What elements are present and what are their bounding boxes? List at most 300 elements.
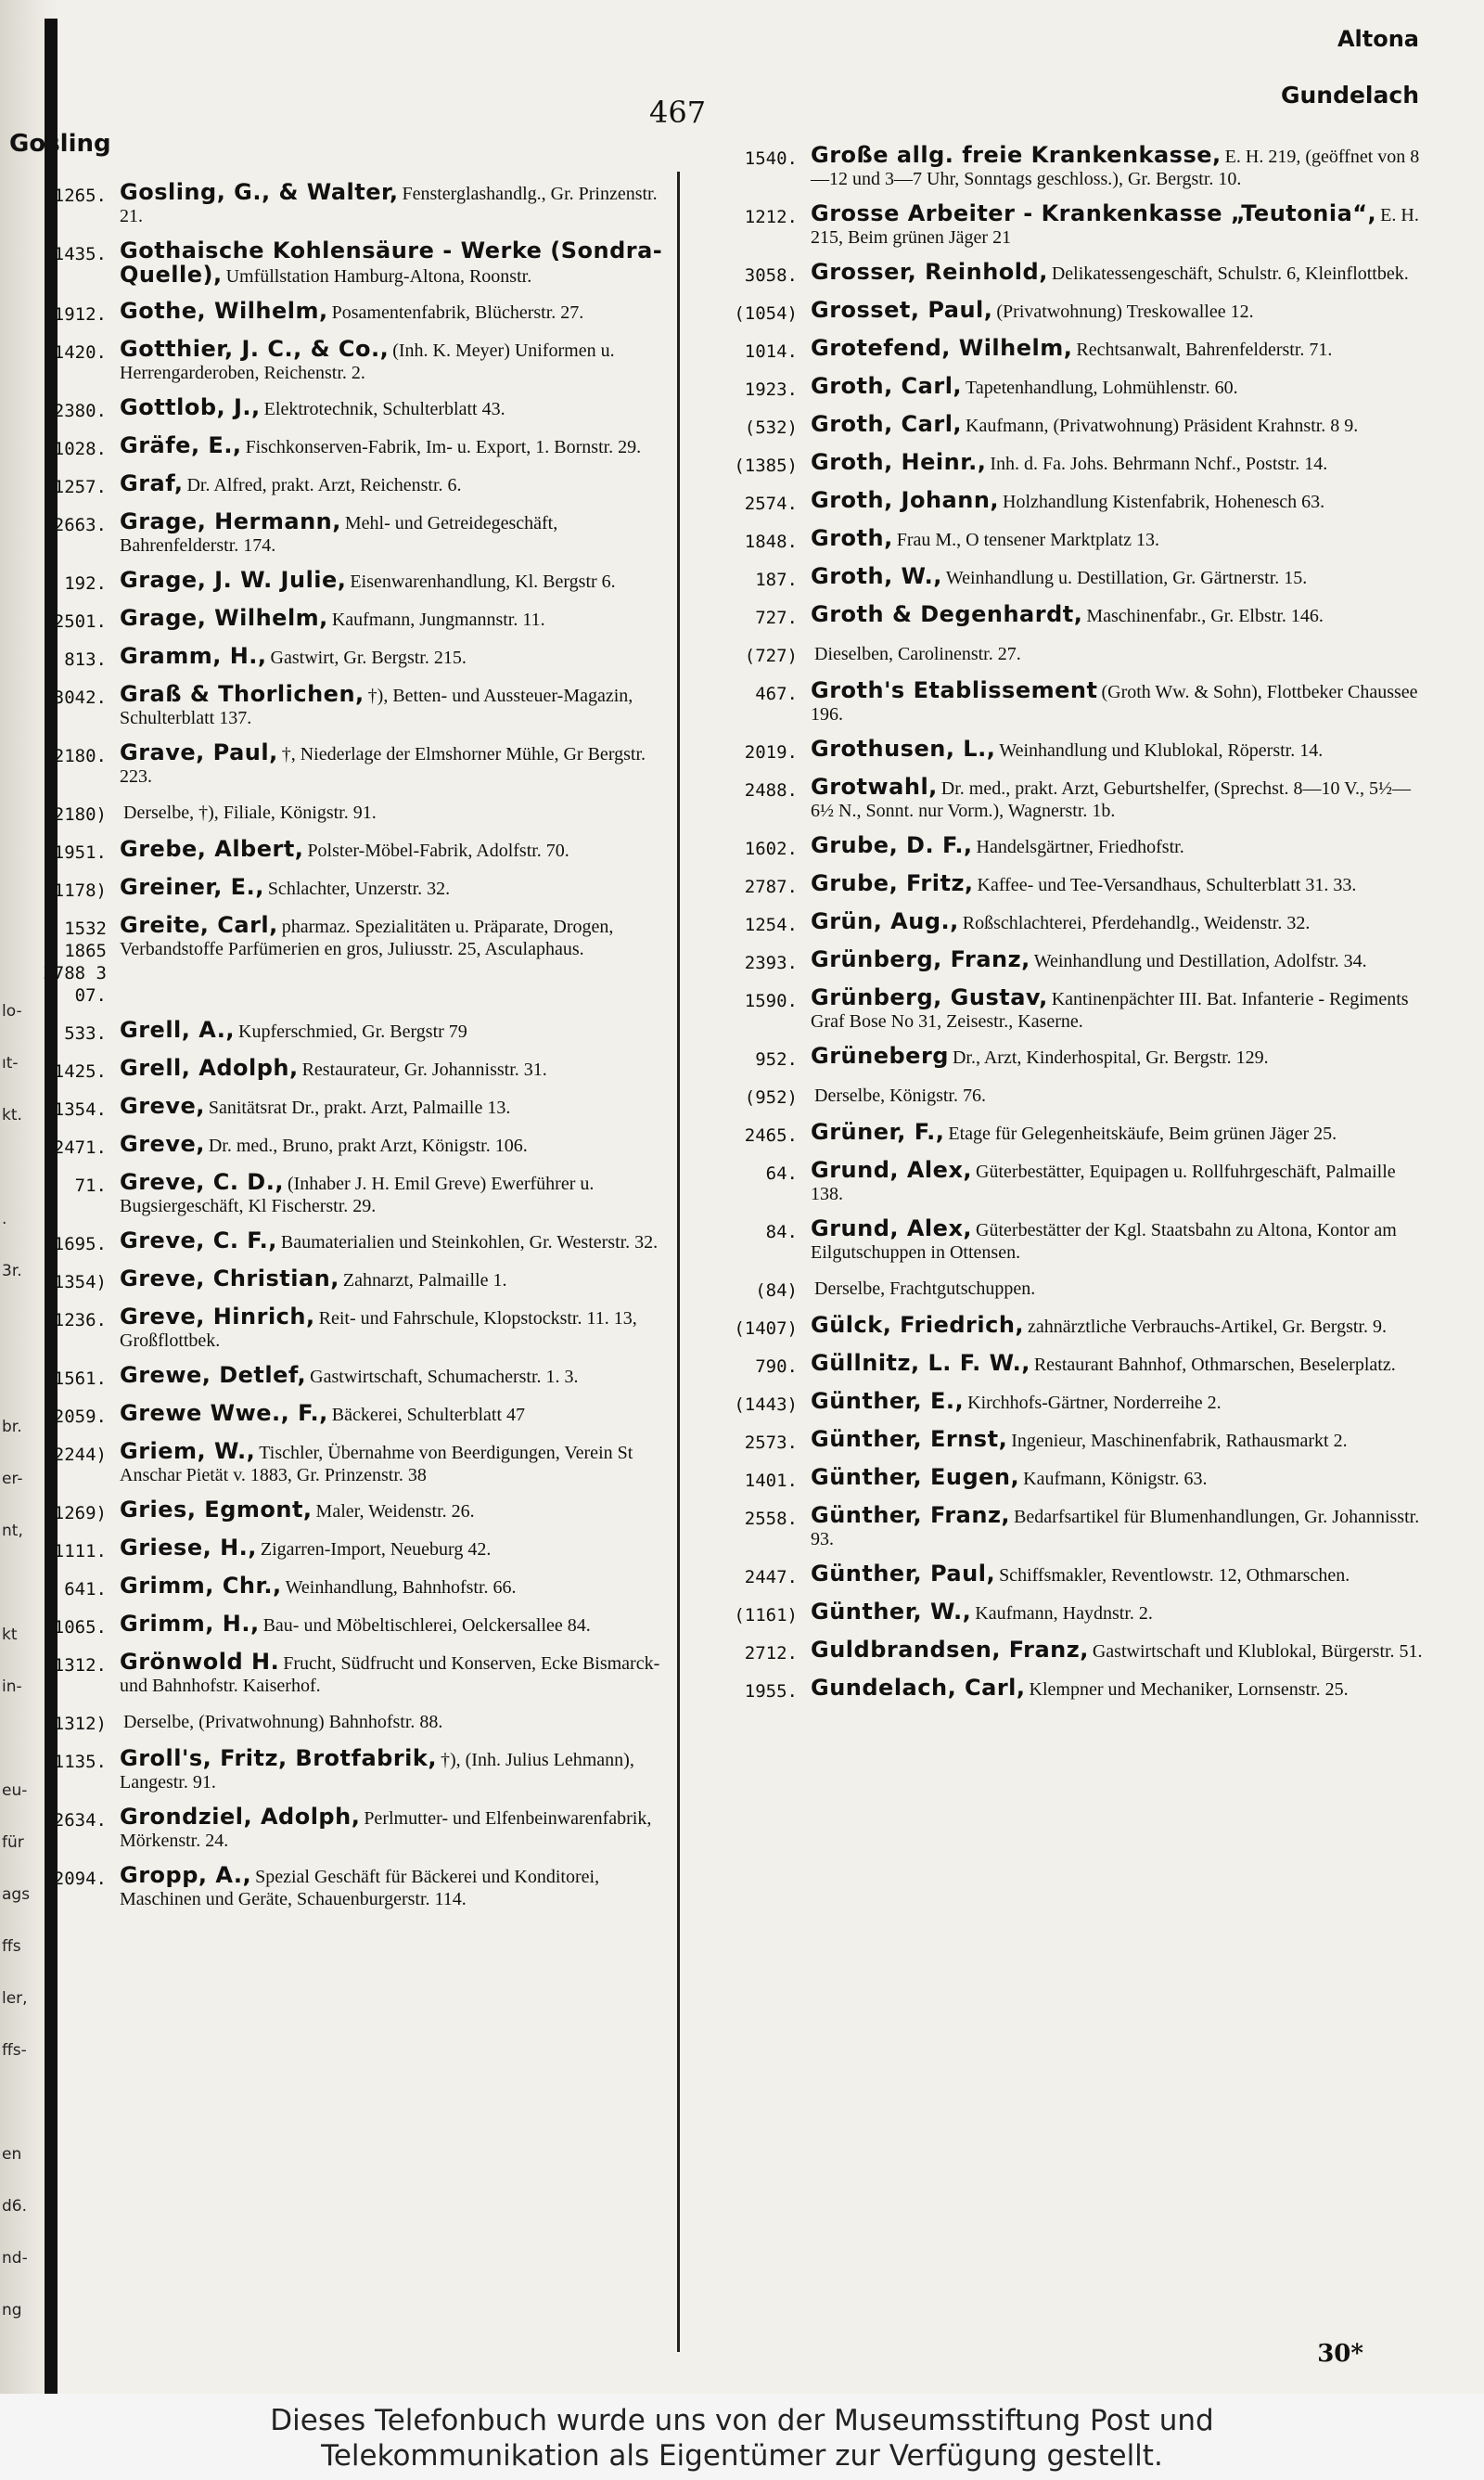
listing-description: Handelsgärtner, Friedhofstr.	[976, 837, 1184, 857]
listing-text	[120, 1364, 663, 1388]
listing-description: Bedarfsartikel für Blumenhandlungen, Gr. Johannisstr. 93.	[811, 1507, 1420, 1549]
listing-text	[120, 1613, 663, 1637]
listing-entry	[696, 679, 1428, 726]
listing-name: Gotthier, J. C., & Co.,	[120, 336, 390, 362]
listing-description: Rechtsanwalt, Bahrenfelderstr. 71.	[1076, 340, 1333, 360]
listing-entry	[696, 375, 1428, 401]
footer-line-2: Telekommunikation als Eigentümer zur Verfügung gestellt.	[321, 2439, 1163, 2473]
listing-name: Gottlob, J.,	[120, 394, 261, 420]
listing-description: Bau- und Möbeltischlerei, Oelckersallee 84.	[262, 1615, 591, 1636]
listing-description: Elektrotechnik, Schulterblatt 43.	[263, 399, 505, 419]
phone-number: 2634.	[53, 1810, 107, 1831]
listing-entry	[696, 948, 1428, 974]
listing-name: Große allg. freie Krankenkasse,	[811, 142, 1222, 168]
listing-name: Greve, C. D.,	[120, 1169, 284, 1195]
listing-entry	[14, 1709, 663, 1735]
listing-entry	[14, 1267, 663, 1293]
margin-fragment: ags	[2, 1885, 31, 1904]
listing-description: Inh. d. Fa. Johs. Behrmann Nchf., Poststr. 14.	[990, 454, 1328, 474]
listing-description: Derselbe, †), Filiale, Königstr. 91.	[123, 803, 377, 823]
listing-entry	[696, 1428, 1428, 1454]
listing-text	[811, 986, 1428, 1033]
listing-text	[120, 1133, 663, 1157]
listing-name: Grage, J. W. Julie,	[120, 567, 347, 593]
listing-entry	[696, 202, 1428, 249]
listing-entry	[14, 1651, 663, 1697]
listing-entry	[696, 1466, 1428, 1492]
listing-name: Gothe, Wilhelm,	[120, 298, 328, 324]
phone-number: (952)	[744, 1087, 798, 1108]
listing-name: Greve, C. F.,	[120, 1227, 277, 1253]
listing-entry	[696, 1638, 1428, 1664]
phone-number: 641.	[64, 1579, 107, 1600]
listing-entry	[696, 1045, 1428, 1071]
listing-text	[811, 910, 1428, 934]
phone-number: 1312.	[53, 1655, 107, 1676]
listing-name: Grewe, Detlef,	[120, 1362, 307, 1388]
page-number: 467	[649, 95, 707, 130]
listing-name: Güllnitz, L. F. W.,	[811, 1350, 1030, 1376]
listing-entry	[14, 914, 663, 1007]
listing-name: Greiner, E.,	[120, 874, 264, 900]
listing-name: Grünberg, Franz,	[811, 946, 1030, 972]
listing-name: Groth's Etablissement	[811, 677, 1098, 703]
listing-description: Kaufmann, (Privatwohnung) Präsident Krahnstr. 8 9.	[966, 416, 1359, 436]
listing-description: Baumaterialien und Steinkohlen, Gr. Westerstr. 32.	[280, 1232, 659, 1253]
listing-entry	[696, 1314, 1428, 1340]
listing-text	[811, 679, 1428, 726]
listing-text	[120, 510, 663, 557]
listing-text	[120, 838, 663, 862]
margin-fragment: en	[2, 2145, 22, 2164]
listing-entry	[696, 1276, 1428, 1302]
phone-number: (2180)	[43, 804, 107, 825]
listing-text	[120, 1747, 663, 1793]
listing-text	[120, 1651, 663, 1697]
phone-number: 727.	[755, 608, 798, 628]
phone-number: 3042.	[53, 687, 107, 708]
phone-number: 1590.	[744, 991, 798, 1011]
listing-text	[811, 1600, 1428, 1625]
listing-entry	[696, 261, 1428, 287]
phone-number: (2244)	[43, 1445, 107, 1465]
listing-entry	[696, 1217, 1428, 1264]
listing-description: Mehl- und Getreidegeschäft, Bahrenfelderstr. 174.	[120, 513, 558, 556]
listing-text	[811, 413, 1428, 437]
listing-description: Kaufmann, Königstr. 63.	[1023, 1469, 1208, 1489]
phone-number: (532)	[744, 418, 798, 438]
phone-number: 790.	[755, 1356, 798, 1377]
listing-name: Grund, Alex,	[811, 1157, 973, 1183]
listing-entry	[696, 299, 1428, 325]
listing-description: (Groth Ww. & Sohn), Flottbeker Chaussee 196.	[811, 682, 1418, 725]
listing-description: Perlmutter- und Elfenbeinwarenfabrik, Mörkenstr. 24.	[120, 1808, 652, 1851]
phone-number: 192.	[64, 573, 107, 594]
listing-entry	[14, 607, 663, 633]
listing-entry	[696, 1121, 1428, 1147]
listing-entry	[696, 1159, 1428, 1205]
listing-description: Schiffsmakler, Reventlowstr. 12, Othmarschen.	[999, 1565, 1350, 1586]
listing-description: †), Betten- und Aussteuer-Magazin, Schulterblatt 137.	[120, 686, 633, 728]
listing-name: Grünberg, Gustav,	[811, 984, 1048, 1010]
phone-number: 1602.	[744, 839, 798, 859]
header-city: Altona	[1337, 26, 1419, 52]
listing-name: Gramm, H.,	[120, 643, 267, 669]
listing-description: Dr. med., Bruno, prakt Arzt, Königstr. 106.	[208, 1136, 528, 1156]
phone-number: 813.	[64, 649, 107, 670]
listing-name: Grüneberg	[811, 1043, 949, 1069]
listing-description: Weinhandlung, Bahnhofstr. 66.	[285, 1577, 517, 1598]
listing-text	[811, 776, 1428, 822]
listing-description: E. H. 219, (geöffnet von 8—12 und 3—7 Uhr, Sonntags geschloss.), Gr. Bergstr. 10.	[811, 147, 1420, 189]
listing-entry	[14, 1305, 663, 1352]
listing-entry	[14, 396, 663, 422]
phone-number: (1354)	[43, 1272, 107, 1292]
listing-description: Maler, Weidenstr. 26.	[315, 1501, 475, 1522]
margin-fragment: eu-	[2, 1781, 28, 1800]
listing-name: Günther, Franz,	[811, 1502, 1011, 1528]
listing-entry	[696, 738, 1428, 764]
listing-text	[120, 1057, 663, 1081]
listing-text	[120, 645, 663, 669]
listing-description: Güterbestätter, Equipagen u. Rollfuhrgeschäft, Palmaille 138.	[811, 1162, 1396, 1204]
listing-entry	[696, 872, 1428, 898]
listing-text	[811, 641, 1428, 665]
header-left-word: Gosling	[9, 130, 111, 158]
listing-text	[811, 1562, 1428, 1587]
margin-fragment: 3r.	[2, 1262, 22, 1280]
margin-fragment: für	[2, 1833, 24, 1852]
phone-number: 1561.	[53, 1368, 107, 1389]
listing-text	[811, 872, 1428, 896]
phone-number: 3058.	[744, 265, 798, 286]
listing-description: Holzhandlung Kistenfabrik, Hohenesch 63.	[1003, 492, 1325, 512]
phone-number: 2787.	[744, 877, 798, 897]
phone-number: 1695.	[53, 1234, 107, 1254]
listing-description: Zigarren-Import, Neueburg 42.	[260, 1539, 492, 1560]
listing-description: Kaffee- und Tee-Versandhaus, Schulterblatt 31. 33.	[977, 875, 1357, 895]
listing-description: Güterbestätter der Kgl. Staatsbahn zu Altona, Kontor am Eilgutschuppen in Ottensen.	[811, 1220, 1397, 1263]
phone-number: 2094.	[53, 1869, 107, 1889]
listing-text	[120, 1498, 663, 1523]
phone-number: 1212.	[744, 207, 798, 227]
listing-name: Groth, Heinr.,	[811, 449, 987, 475]
phone-number: (1312)	[43, 1714, 107, 1734]
listing-text	[811, 451, 1428, 475]
listing-entry	[14, 300, 663, 326]
listing-name: Grave, Paul,	[120, 739, 278, 765]
listing-entry	[14, 1019, 663, 1045]
listing-entry	[14, 1229, 663, 1255]
listing-entry	[696, 527, 1428, 553]
listing-text	[120, 1402, 663, 1426]
listing-description: Eisenwarenhandlung, Kl. Bergstr 6.	[350, 572, 616, 592]
phone-number: 1848.	[744, 532, 798, 552]
listing-text	[811, 261, 1428, 285]
phone-number: (1385)	[734, 456, 798, 476]
listing-entry	[14, 1095, 663, 1121]
listing-entry	[696, 451, 1428, 477]
phone-number: 2712.	[744, 1643, 798, 1664]
listing-name: Grimm, H.,	[120, 1611, 260, 1637]
listing-name: Groth, W.,	[811, 563, 942, 589]
phone-number: 2663.	[53, 515, 107, 535]
listing-text	[120, 396, 663, 420]
margin-fragment: lo-	[2, 1002, 22, 1021]
margin-fragment: kt	[2, 1625, 18, 1644]
listing-text	[811, 375, 1428, 399]
phone-number: 1265.	[53, 186, 107, 206]
listing-name: Grage, Wilhelm,	[120, 605, 328, 631]
listing-name: Günther, Paul,	[811, 1561, 996, 1587]
listing-description: Fensterglashandlg., Gr. Prinzenstr. 21.	[120, 184, 658, 226]
phone-number: 952.	[755, 1049, 798, 1070]
listing-entry	[14, 645, 663, 671]
listing-name: Grosser, Reinhold,	[811, 259, 1048, 285]
listing-text	[120, 1574, 663, 1599]
listing-description: Kaufmann, Jungmannstr. 11.	[331, 610, 545, 630]
listing-description: Kupferschmied, Gr. Bergstr 79	[238, 1022, 467, 1042]
listing-text	[120, 1536, 663, 1561]
listing-description: Dr., Arzt, Kinderhospital, Gr. Bergstr. 129.	[952, 1047, 1269, 1068]
listing-description: Sanitätsrat Dr., prakt. Arzt, Palmaille 13.	[208, 1098, 511, 1118]
listing-name: Grage, Hermann,	[120, 508, 341, 534]
margin-fragment: nd-	[2, 2249, 28, 2268]
phone-number: 187.	[755, 570, 798, 590]
right-column	[696, 144, 1428, 1715]
listing-entry	[696, 1677, 1428, 1703]
listing-description: (Inh. K. Meyer) Uniformen u. Herrengarderoben, Reichenstr. 2.	[120, 341, 615, 383]
listing-entry	[14, 472, 663, 498]
listing-entry	[14, 1498, 663, 1524]
phone-number: 1065.	[53, 1617, 107, 1638]
listing-name: Grebe, Albert,	[120, 836, 304, 862]
listing-text	[811, 1390, 1428, 1414]
listing-entry	[696, 1352, 1428, 1378]
listing-name: Grüner, F.,	[811, 1119, 945, 1145]
listing-text	[811, 1083, 1428, 1107]
listing-name: Gundelach, Carl,	[811, 1675, 1026, 1701]
phone-number: 1540.	[744, 148, 798, 169]
listing-description: Gastwirtschaft und Klublokal, Bürgerstr. 51.	[1092, 1641, 1423, 1662]
phone-number: 2488.	[744, 780, 798, 801]
listing-description: Spezial Geschäft für Bäckerei und Konditorei, Maschinen und Geräte, Schauenburgerstr. 114.	[120, 1867, 600, 1909]
header-right-word: Gundelach	[1280, 82, 1419, 109]
phone-number: 64.	[765, 1163, 798, 1184]
margin-fragment: kt.	[2, 1106, 22, 1124]
listing-text	[120, 1019, 663, 1043]
listing-text	[811, 299, 1428, 323]
phone-number: 2447.	[744, 1567, 798, 1587]
phone-number: 1955.	[744, 1681, 798, 1702]
listing-entry	[696, 641, 1428, 667]
listing-description: Frau M., O tensener Marktplatz 13.	[896, 530, 1159, 550]
listing-text	[120, 1864, 663, 1910]
listing-description: Posamentenfabrik, Blücherstr. 27.	[331, 302, 584, 323]
listing-name: Greite, Carl,	[120, 912, 278, 938]
listing-text	[120, 914, 663, 960]
listing-description: Kaufmann, Haydnstr. 2.	[975, 1603, 1153, 1624]
phone-number: 71.	[74, 1176, 107, 1196]
phone-number: 1236.	[53, 1310, 107, 1330]
listing-text	[811, 144, 1428, 190]
listing-text	[811, 834, 1428, 858]
listing-text	[120, 1171, 663, 1217]
listing-text	[120, 1305, 663, 1352]
listing-text	[120, 1440, 663, 1486]
listing-name: Griem, W.,	[120, 1438, 256, 1464]
listing-entry	[14, 1613, 663, 1638]
listing-description: Schlachter, Unzerstr. 32.	[267, 879, 451, 899]
listing-description: Ingenieur, Maschinenfabrik, Rathausmarkt 2.	[1011, 1431, 1348, 1451]
listing-name: Groth, Carl,	[811, 373, 963, 399]
listing-entry	[696, 776, 1428, 822]
listing-description: E. H. 215, Beim grünen Jäger 21	[811, 205, 1419, 248]
listing-name: Greve, Hinrich,	[120, 1304, 315, 1330]
listing-name: Grell, Adolph,	[120, 1055, 299, 1081]
listing-entry	[696, 565, 1428, 591]
listing-description: Weinhandlung und Destillation, Adolfstr. 34.	[1033, 951, 1367, 971]
margin-fragment: ıt-	[2, 1054, 19, 1073]
listing-entry	[14, 1364, 663, 1390]
phone-number: 1532 1865 2788 3 07.	[43, 919, 107, 1006]
listing-description: Delikatessengeschäft, Schulstr. 6, Kleinflottbek.	[1051, 263, 1409, 284]
margin-fragment: ler,	[2, 1989, 28, 2008]
listing-description: zahnärztliche Verbrauchs-Artikel, Gr. Bergstr. 9.	[1028, 1317, 1387, 1337]
phone-number: 1912.	[53, 304, 107, 325]
listing-entry	[14, 1805, 663, 1852]
listing-text	[811, 1428, 1428, 1452]
phone-number: (84)	[755, 1280, 798, 1301]
listing-text	[811, 1159, 1428, 1205]
phone-number: (1161)	[734, 1605, 798, 1625]
listing-text	[120, 607, 663, 631]
phone-number: 1014.	[744, 341, 798, 362]
phone-number: 1951.	[53, 842, 107, 863]
listing-description: Kirchhofs-Gärtner, Norderreihe 2.	[967, 1393, 1222, 1413]
listing-description: Weinhandlung und Klublokal, Röperstr. 14.	[999, 740, 1324, 761]
phone-number: (1054)	[734, 303, 798, 324]
listing-text	[811, 1045, 1428, 1069]
listing-name: Groth & Degenhardt,	[811, 601, 1083, 627]
phone-number: 1354.	[53, 1099, 107, 1120]
listing-entry	[696, 489, 1428, 515]
margin-fragment: nt,	[2, 1522, 23, 1540]
listing-description: pharmaz. Spezialitäten u. Präparate, Drogen, Verbandstoffe Parfümerien en gros, Juliusstr. 25, Asculaphaus.	[120, 917, 614, 959]
listing-name: Gülck, Friedrich,	[811, 1312, 1025, 1338]
listing-description: Fischkonserven-Fabrik, Im- u. Export, 1. Bornstr. 29.	[245, 437, 642, 457]
listing-name: Grosse Arbeiter - Krankenkasse „Teutonia“,	[811, 200, 1377, 226]
listing-description: Dr. Alfred, prakt. Arzt, Reichenstr. 6.	[186, 475, 462, 495]
phone-number: 2180.	[53, 746, 107, 766]
listing-description: Tapetenhandlung, Lohmühlenstr. 60.	[966, 378, 1238, 398]
listing-name: Gropp, A.,	[120, 1862, 252, 1888]
phone-number: (1178)	[43, 880, 107, 901]
listing-entry	[696, 144, 1428, 190]
listing-name: Grondziel, Adolph,	[120, 1804, 361, 1830]
listing-entry	[696, 413, 1428, 439]
phone-number: (1407)	[734, 1318, 798, 1339]
listing-name: Guldbrandsen, Franz,	[811, 1637, 1089, 1663]
phone-number: 1435.	[53, 244, 107, 264]
listing-text	[120, 1229, 663, 1253]
listing-description: Derselbe, Frachtgutschuppen.	[814, 1279, 1036, 1299]
listing-entry	[14, 1864, 663, 1910]
margin-fragment: er-	[2, 1470, 23, 1488]
listing-text	[811, 1314, 1428, 1338]
listing-name: Greve,	[120, 1093, 205, 1119]
listing-name: Grönwold H.	[120, 1649, 280, 1675]
phone-number: 2501.	[53, 611, 107, 632]
phone-number: 533.	[64, 1023, 107, 1044]
listing-name: Grotefend, Wilhelm,	[811, 335, 1073, 361]
listing-description: Bäckerei, Schulterblatt 47	[331, 1405, 525, 1425]
listing-description: Gastwirt, Gr. Bergstr. 215.	[270, 648, 467, 668]
phone-number: 1111.	[53, 1541, 107, 1561]
listing-text	[120, 1095, 663, 1119]
listing-description: Restaurateur, Gr. Johannisstr. 31.	[301, 1060, 547, 1080]
listing-entry	[14, 1440, 663, 1486]
listing-text	[811, 738, 1428, 762]
listing-text	[811, 202, 1428, 249]
listing-entry	[14, 1402, 663, 1428]
listing-entry	[14, 338, 663, 384]
listing-text	[811, 603, 1428, 627]
listing-entry	[14, 181, 663, 227]
phone-number: 2465.	[744, 1125, 798, 1146]
listing-text	[811, 337, 1428, 361]
listing-text	[811, 489, 1428, 513]
listing-text	[811, 527, 1428, 551]
listing-name: Grimm, Chr.,	[120, 1573, 282, 1599]
listing-text	[120, 239, 663, 288]
phone-number: 1923.	[744, 379, 798, 400]
listing-name: Gosling, G., & Walter,	[120, 179, 399, 205]
listing-text	[811, 948, 1428, 972]
phone-number: 2574.	[744, 494, 798, 514]
listing-entry	[14, 1574, 663, 1600]
listing-text	[811, 1504, 1428, 1550]
listing-entry	[696, 1083, 1428, 1109]
listing-text	[120, 181, 663, 227]
listing-entry	[14, 434, 663, 460]
listing-entry	[14, 569, 663, 595]
listing-name: Groth, Carl,	[811, 411, 963, 437]
listing-entry	[14, 1133, 663, 1159]
listing-name: Günther, Ernst,	[811, 1426, 1008, 1452]
listing-description: Frucht, Südfrucht und Konserven, Ecke Bismarck- und Bahnhofstr. Kaiserhof.	[120, 1653, 660, 1696]
listing-entry	[696, 1600, 1428, 1626]
listing-description: Maschinenfabr., Gr. Elbstr. 146.	[1086, 606, 1324, 626]
listing-name: Günther, W.,	[811, 1599, 972, 1625]
listing-description: Etage für Gelegenheitskäufe, Beim grünen Jäger 25.	[948, 1124, 1337, 1144]
listing-description: †), (Inh. Julius Lehmann), Langestr. 91.	[120, 1750, 634, 1793]
listing-entry	[14, 876, 663, 902]
listing-name: Gothaische Kohlensäure - Werke (Sondra-Quelle),	[120, 238, 663, 288]
margin-fragment: ng	[2, 2301, 22, 2319]
margin-fragment: in-	[2, 1677, 22, 1696]
listing-description: Umfüllstation Hamburg-Altona, Roonstr.	[225, 266, 532, 287]
listing-entry	[14, 1536, 663, 1562]
listing-entry	[14, 1747, 663, 1793]
listing-entry	[696, 1504, 1428, 1550]
footer-banner-text	[0, 2403, 1484, 2474]
phone-number: 84.	[765, 1222, 798, 1242]
listing-text	[811, 1352, 1428, 1376]
listing-text	[120, 472, 663, 496]
listing-name: Greve, Christian,	[120, 1266, 339, 1291]
listing-name: Grün, Aug.,	[811, 908, 959, 934]
